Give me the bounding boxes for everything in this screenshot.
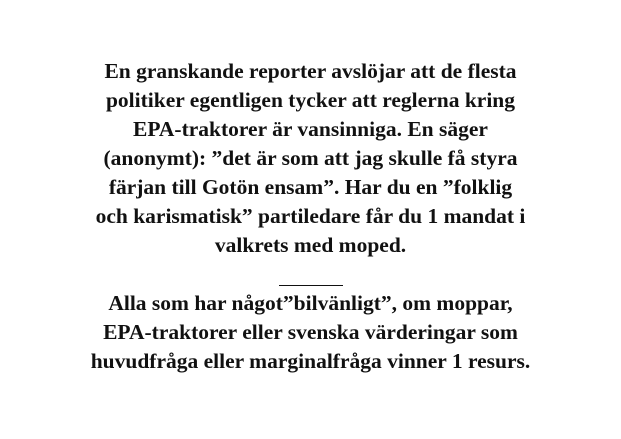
text-line: politiker egentligen tycker att reglerna kring xyxy=(105,88,516,112)
separator xyxy=(31,260,591,289)
text-line: Alla som har något”bilvänligt”, om moppar, xyxy=(108,291,513,315)
text-line: (anonymt): ”det är som att jag skulle få styra xyxy=(103,146,518,170)
text-line: valkrets med moped. xyxy=(214,233,407,257)
event-paragraph xyxy=(31,57,591,260)
text-line: EPA-traktorer är vansinniga. En säger xyxy=(133,117,488,141)
text-line: En granskande reporter avslöjar att de flesta xyxy=(104,59,517,83)
effect-paragraph xyxy=(31,289,591,376)
text-line: färjan till Gotön ensam”. Har du en ”folklig xyxy=(108,175,513,199)
separator-rule xyxy=(279,285,343,286)
text-line: och karismatisk” partiledare får du 1 mandat i xyxy=(95,204,526,228)
text-line: huvudfråga eller marginalfråga vinner 1 resurs. xyxy=(90,349,531,373)
card-text xyxy=(31,57,591,376)
text-line: EPA-traktorer eller svenska värderingar som xyxy=(103,320,518,344)
